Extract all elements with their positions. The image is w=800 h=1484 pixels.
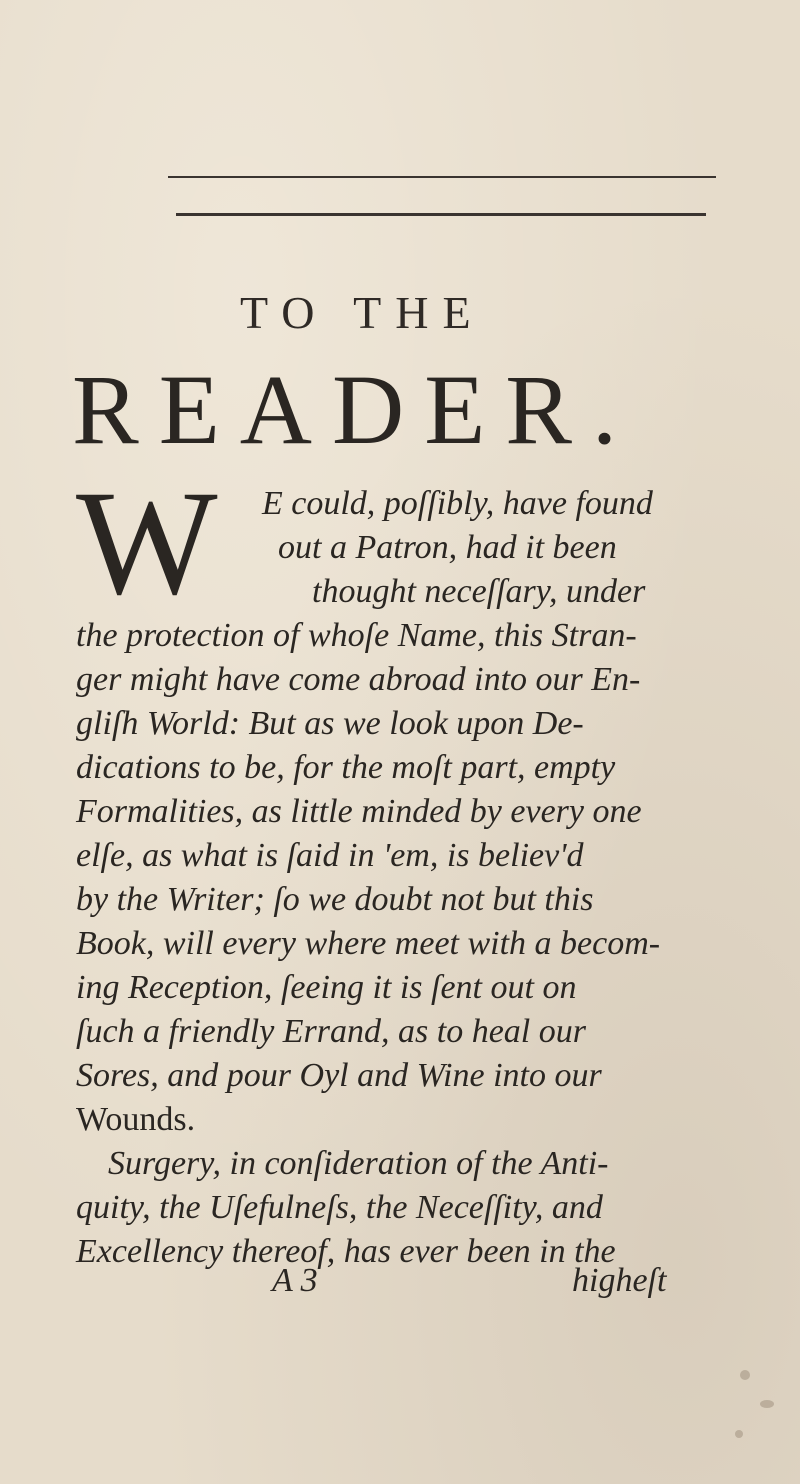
text-line-15: Wounds. [76,1101,196,1138]
text-line-8: Formalities, as little minded by every one [76,793,642,830]
drop-cap: W [76,460,218,626]
heading-reader: READER. [72,354,637,465]
text-line-5: ger might have come abroad into our En- [76,661,641,698]
heading-to-the: TO THE [240,287,485,338]
text-line-14: Sores, and pour Oyl and Wine into our [76,1057,602,1094]
double-rule [176,213,706,216]
text-line-17: quity, the Uſefulneſs, the Neceſſity, and [76,1189,603,1226]
paper-stain [760,1400,774,1408]
text-line-10: by the Writer; ſo we doubt not but this [76,881,594,918]
text-line-4: the protection of whoſe Name, this Stran- [76,617,637,654]
text-line-3: thought neceſſary, under [312,573,646,610]
paper-stain [740,1370,750,1380]
text-line-9: elſe, as what is ſaid in 'em, is believ'd [76,837,584,874]
text-line-12: ing Reception, ſeeing it is ſent out on [76,969,577,1006]
text-line-11: Book, will every where meet with a becom- [76,925,661,962]
catchword: higheſt [572,1262,667,1299]
text-line-13: ſuch a friendly Errand, as to heal our [76,1013,586,1050]
text-line-6: gliſh World: But as we look upon De- [76,705,584,742]
text-line-7: dications to be, for the moſt part, empty [76,749,616,786]
paper-stain [735,1430,743,1438]
text-line-1: E could, poſſibly, have found [262,485,653,522]
signature-mark: A 3 [272,1262,318,1299]
text-line-16: Surgery, in conſideration of the Anti- [108,1145,609,1182]
top-rule [168,176,716,178]
text-line-2: out a Patron, had it been [278,529,617,566]
text-line-18: Excellency thereof, has ever been in the [76,1233,616,1270]
